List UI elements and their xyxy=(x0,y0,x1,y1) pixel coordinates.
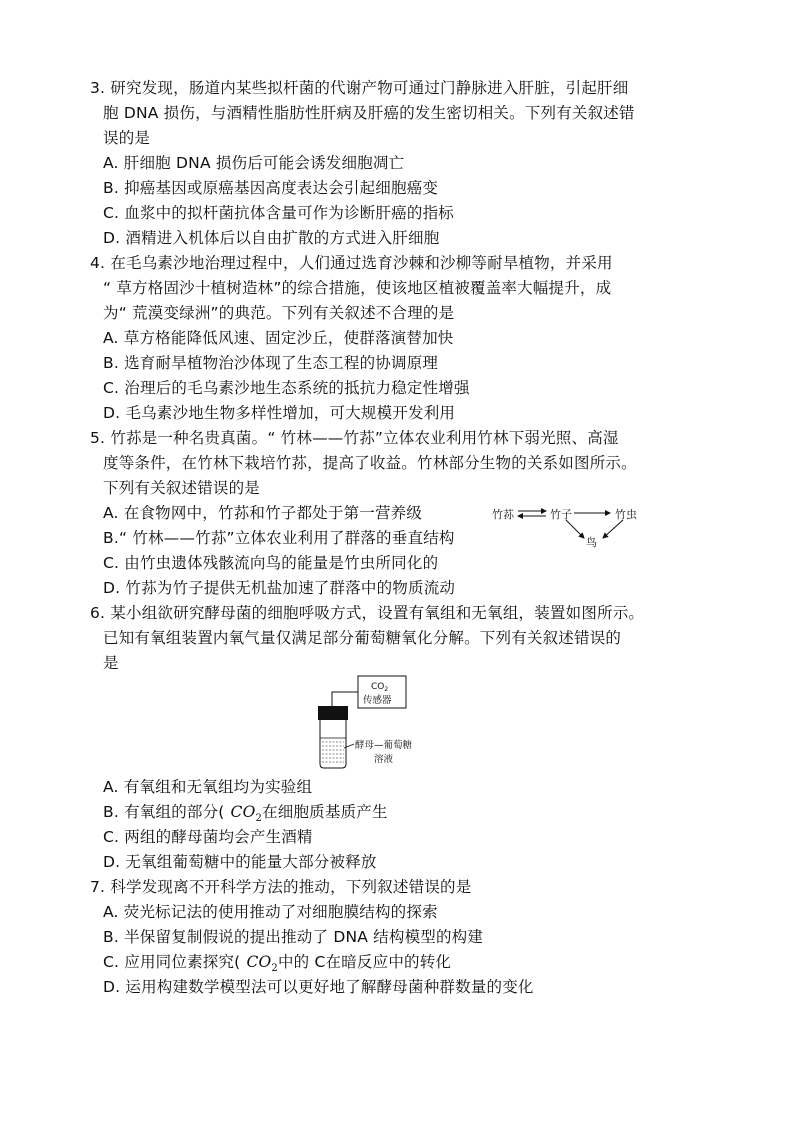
q5-option-c: C. 由竹虫遗体残骸流向鸟的能量是竹虫所同化的 xyxy=(103,554,439,572)
q6-option-b-suffix: 在细胞质基质产生 xyxy=(262,803,388,821)
q6-stem-line-1: 6. 某小组欲研究酵母菌的细胞呼吸方式，设置有氧组和无氧组，装置如图所示。 xyxy=(90,604,645,622)
sensor-wire xyxy=(332,692,358,706)
food-web-node-zhuzi: 竹子 xyxy=(550,508,572,521)
q3-stem-line-1: 3. 研究发现，肠道内某些拟杆菌的代谢产物可通过门静脉进入肝脏，引起肝细 xyxy=(90,79,629,97)
q7-stem-line-1: 7. 科学发现离不开科学方法的推动，下列叙述错误的是 xyxy=(90,878,472,896)
q3-option-a: A. 肝细胞 DNA 损伤后可能会诱发细胞凋亡 xyxy=(103,154,405,172)
q3-stem-line-3: 误的是 xyxy=(103,129,151,147)
food-web-diagram xyxy=(488,500,648,552)
q6-stem-line-2: 已知有氧组装置内氧气量仅满足部分葡萄糖氧化分解。下列有关叙述错误的 xyxy=(103,629,622,647)
food-web-node-zhusun: 竹荪 xyxy=(492,508,514,521)
q6-option-a: A. 有氧组和无氧组均为实验组 xyxy=(103,778,313,796)
q6-option-c: C. 两组的酵母菌均会产生酒精 xyxy=(103,828,313,846)
q6-option-b-prefix: B. 有氧组的部分( xyxy=(103,803,225,821)
q3-option-c: C. 血浆中的拟杆菌抗体含量可作为诊断肝癌的指标 xyxy=(103,204,454,222)
yeast-apparatus-diagram xyxy=(300,672,440,772)
food-web-node-niao: 鸟 xyxy=(586,536,597,549)
sensor-formula-sub: 2 xyxy=(384,686,389,693)
solution-label-2: 溶液 xyxy=(374,754,394,765)
q3-option-b: B. 抑癌基因或原癌基因高度表达会引起细胞癌变 xyxy=(103,179,439,197)
q4-stem-line-1: 4. 在毛乌素沙地治理过程中，人们通过选育沙棘和沙柳等耐旱植物，并采用 xyxy=(90,254,613,272)
test-tube xyxy=(320,720,346,768)
arrow-zhuzi-to-niao xyxy=(566,520,584,538)
q5-option-d: D. 竹荪为竹子提供无机盐加速了群落中的物质流动 xyxy=(103,579,456,597)
q7-option-b: B. 半保留复制假说的提出推动了 DNA 结构模型的构建 xyxy=(103,928,484,946)
solution-label-1: 酵母—葡萄糖 xyxy=(355,740,413,751)
q6-option-d: D. 无氧组葡萄糖中的能量大部分被释放 xyxy=(103,853,377,871)
q7-option-c xyxy=(103,952,451,979)
q7-option-d: D. 运用构建数学模型法可以更好地了解酵母菌种群数量的变化 xyxy=(103,978,534,996)
q5-option-b: B.“ 竹林——竹荪”立体农业利用了群落的垂直结构 xyxy=(103,529,455,547)
q3-option-d: D. 酒精进入机体后以自由扩散的方式进入肝细胞 xyxy=(103,229,440,247)
q6-option-b xyxy=(103,802,388,829)
q4-stem-line-2: “ 草方格固沙十植树造林”的综合措施，使该地区植被覆盖率大幅提升，成 xyxy=(103,279,612,297)
q4-option-d: D. 毛乌素沙地生物多样性增加，可大规模开发利用 xyxy=(103,404,456,422)
q4-option-c: C. 治理后的毛乌素沙地生态系统的抵抗力稳定性增强 xyxy=(103,379,470,397)
q4-stem-line-3: 为“ 荒漠变绿洲”的典范。下列有关叙述不合理的是 xyxy=(103,304,455,322)
q7-option-a: A. 荧光标记法的使用推动了对细胞膜结构的探索 xyxy=(103,903,438,921)
arrow-zhuchong-to-niao xyxy=(603,520,623,538)
q5-option-a: A. 在食物网中，竹荪和竹子都处于第一营养级 xyxy=(103,504,423,522)
q6-stem-line-3: 是 xyxy=(103,654,119,672)
q5-stem-line-2: 度等条件，在竹林下栽培竹荪，提高了收益。竹林部分生物的关系如图所示。 xyxy=(103,454,637,472)
q7-option-c-prefix: C. 应用同位素探究( xyxy=(103,953,241,971)
q7-option-c-formula: $CO_2$ xyxy=(246,953,278,975)
q4-option-b: B. 选育耐旱植物治沙体现了生态工程的协调原理 xyxy=(103,354,439,372)
rubber-stopper xyxy=(318,706,348,720)
q5-stem-line-3: 下列有关叙述错误的是 xyxy=(103,479,261,497)
q6-option-b-formula: $CO_2$ xyxy=(230,803,263,825)
q5-stem-line-1: 5. 竹荪是一种名贵真菌。“ 竹林——竹荪”立体农业利用竹林下弱光照、高湿 xyxy=(90,429,619,447)
q3-stem-line-2: 胞 DNA 损伤，与酒精性脂肪性肝病及肝癌的发生密切相关。下列有关叙述错 xyxy=(103,104,635,122)
sensor-label: 传感器 xyxy=(363,695,392,706)
food-web-node-zhuchong: 竹虫 xyxy=(615,508,637,521)
q7-option-c-suffix: 中的 C在暗反应中的转化 xyxy=(277,953,452,971)
sensor-formula: CO xyxy=(371,682,385,692)
q4-option-a: A. 草方格能降低风速、固定沙丘，使群落演替加快 xyxy=(103,329,454,347)
